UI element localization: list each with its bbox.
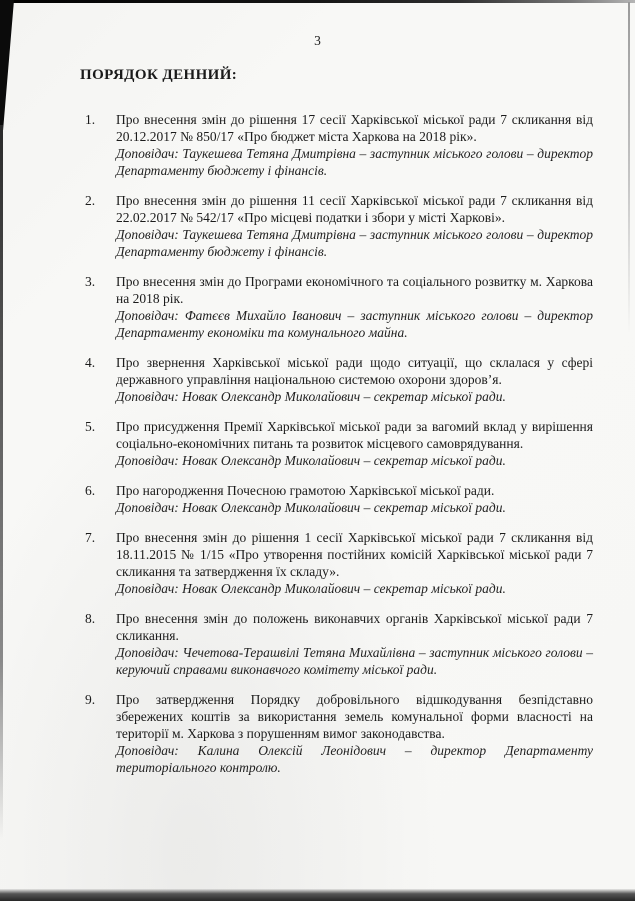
item-text: Про внесення змін до рішення 1 сесії Харківської міської ради 7 скликання від 18.11.2015 № 1/15 «Про утворення постійних комісій Харківської міської ради 7 скликання та затвердження їх складу».: [116, 530, 593, 579]
agenda-item: [85, 354, 593, 405]
item-speaker: Доповідач: Калина Олексій Леонідович – директор Департаменту територіального контролю.: [116, 743, 593, 775]
item-speaker: Доповідач: Фатєєв Михайло Іванович – заступник міського голови – директор Департаменту економіки та комунального майна.: [116, 308, 593, 340]
item-number: 3.: [85, 274, 96, 289]
agenda-item: [85, 111, 593, 179]
agenda-item: [85, 610, 593, 678]
item-text: Про присудження Премії Харківської міської ради за вагомий вклад у вирішення соціально-економічних питань та розвиток місцевого самоврядування.: [116, 419, 593, 451]
item-number: 8.: [85, 611, 96, 626]
item-text: Про внесення змін до Програми економічного та соціального розвитку м. Харкова на 2018 рік.: [116, 274, 593, 306]
agenda-item: [85, 482, 593, 516]
agenda-item: [85, 691, 593, 776]
item-text: Про нагородження Почесною грамотою Харківської міської ради.: [116, 483, 495, 498]
item-speaker: Доповідач: Таукешева Тетяна Дмитрівна – заступник міського голови – директор Департаменту бюджету і фінансів.: [116, 227, 593, 259]
scan-edge-left: [0, 125, 3, 840]
item-number: 5.: [85, 419, 96, 434]
scan-edge-bottom: [0, 889, 635, 901]
item-number: 4.: [85, 355, 96, 370]
item-speaker: Доповідач: Новак Олександр Миколайович – секретар міської ради.: [116, 453, 506, 468]
scan-edge-left-corner: [0, 0, 14, 130]
agenda-list: [85, 111, 593, 789]
item-speaker: Доповідач: Чечетова-Терашвілі Тетяна Михайлівна – заступник міського голови – керуючий справами виконавчого комітету міської ради.: [116, 645, 593, 677]
item-text: Про затвердження Порядку добровільного відшкодування безпідставно збережених коштів за використання земель комунальної форми власності на території м. Харкова з порушенням вимог законодавства.: [116, 692, 593, 741]
scan-edge-right: [628, 2, 630, 332]
item-speaker: Доповідач: Новак Олександр Миколайович – секретар міської ради.: [116, 500, 506, 515]
agenda-item: [85, 418, 593, 469]
item-text: Про внесення змін до положень виконавчих органів Харківської міської ради 7 скликання.: [116, 611, 593, 643]
item-number: 2.: [85, 193, 96, 208]
item-number: 1.: [85, 112, 96, 127]
item-speaker: Доповідач: Новак Олександр Миколайович – секретар міської ради.: [116, 389, 506, 404]
item-number: 7.: [85, 530, 96, 545]
scan-edge-top: [0, 0, 635, 3]
page-number: 3: [314, 33, 321, 48]
agenda-item: [85, 529, 593, 597]
item-speaker: Доповідач: Таукешева Тетяна Дмитрівна – заступник міського голови – директор Департаменту бюджету і фінансів.: [116, 146, 593, 178]
page-title: ПОРЯДОК ДЕННИЙ:: [80, 67, 238, 83]
item-text: Про внесення змін до рішення 17 сесії Харківської міської ради 7 скликання від 20.12.2017 № 850/17 «Про бюджет міста Харкова на 2018 рік».: [116, 112, 593, 144]
item-text: Про внесення змін до рішення 11 сесії Харківської міської ради 7 скликання від 22.02.2017 № 542/17 «Про місцеві податки і збори у місті Харкові».: [116, 193, 593, 225]
agenda-item: [85, 192, 593, 260]
item-number: 9.: [85, 692, 96, 707]
item-speaker: Доповідач: Новак Олександр Миколайович – секретар міської ради.: [116, 581, 506, 596]
item-text: Про звернення Харківської міської ради щодо ситуації, що склалася у сфері державного управління національною системою охорони здоров’я.: [116, 355, 593, 387]
item-number: 6.: [85, 483, 96, 498]
agenda-item: [85, 273, 593, 341]
